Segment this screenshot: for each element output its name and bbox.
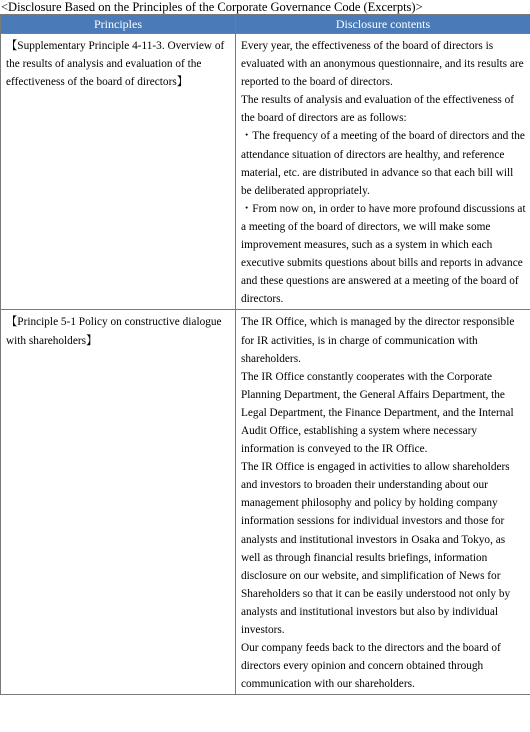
contents-paragraph: The results of analysis and evaluation of the effectiveness of the board of directors are as follows: [241,94,515,125]
contents-cell [236,34,530,310]
principle-cell [1,310,236,695]
table-row [1,34,530,310]
contents-paragraph: The IR Office constantly cooperates with the Corporate Planning Department, the General Affairs Department, the Legal Department, the Finance Department, and the Internal Audit Office, establishing a system where necessary information is conveyed to the IR Office. [241,370,514,456]
table-caption: <Disclosure Based on the Principles of the Corporate Governance Code (Excerpts)> [1,0,423,14]
contents-cell [236,310,530,695]
contents-paragraph: ・From now on, in order to have more profound discussions at a meeting of the board of directors, we will make some improvement measures, such as a system in which each executive submits questions about bills and reports in advance and these questions are answered at a meeting of the board of directors. [241,202,526,306]
column-header-contents: Disclosure contents [236,15,530,34]
principle-text: 【Supplementary Principle 4-11-3. Overview of the results of analysis and evaluation of the effectiveness of the board of directors】 [6,40,225,89]
principle-text: 【Principle 5-1 Policy on constructive dialogue with shareholders】 [6,316,222,347]
contents-paragraph: The IR Office, which is managed by the director responsible for IR activities, is in charge of communication with shareholders. [241,316,515,365]
table-row [1,310,530,695]
contents-paragraph: Every year, the effectiveness of the board of directors is evaluated with an anonymous questionnaire, and its results are reported to the board of directors. [241,40,524,89]
principle-cell [1,34,236,310]
column-header-principles: Principles [1,15,236,34]
contents-paragraph: Our company feeds back to the directors and the board of directors every opinion and concern obtained through communication with our shareholders. [241,642,501,691]
table-header-row [1,15,530,34]
contents-paragraph: The IR Office is engaged in activities to allow shareholders and investors to broaden their understanding about our management philosophy and policy by holding company information sessions for individual investors and those for analysts and institutional investors in Osaka and Tokyo, as well as through financial results briefings, information disclosure on our website, and simplification of News for Shareholders so that it can be easily understood not only by analysts and institutional investors but also by individual investors. [241,461,511,636]
disclosure-table [0,14,530,695]
contents-paragraph: ・The frequency of a meeting of the board of directors and the attendance situation of directors are healthy, and reference material, etc. are distributed in advance so that each bill will be deliberated appropriately. [241,130,525,197]
